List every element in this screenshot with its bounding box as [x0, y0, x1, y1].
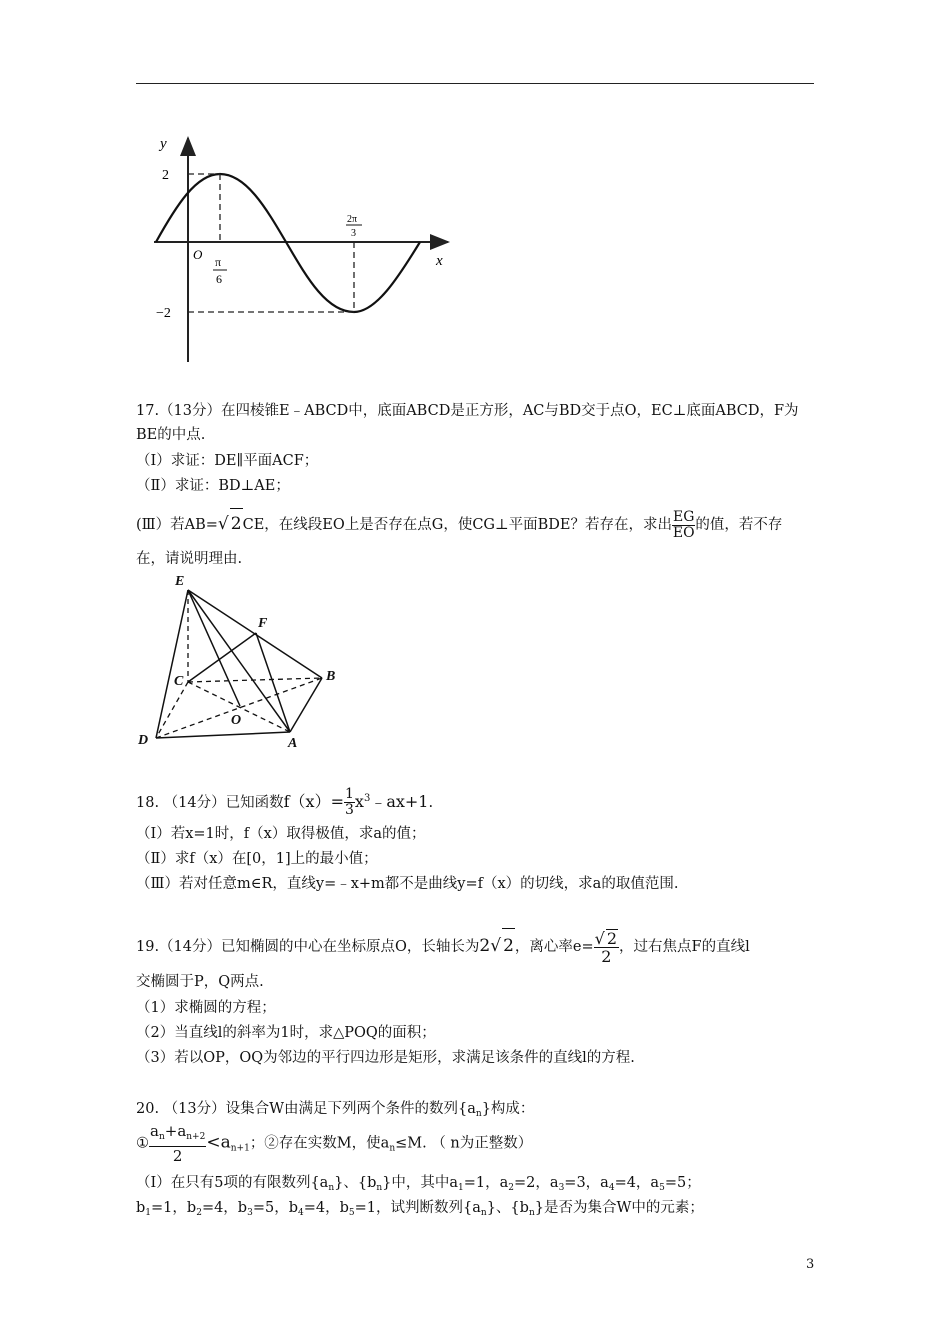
- q17-part1: （Ⅰ）求证：DE∥平面ACF；: [136, 453, 319, 469]
- text: =1，a: [463, 1175, 509, 1191]
- fraction-numerator: [594, 929, 619, 948]
- q18-part3: （Ⅲ）若对任意m∈R，直线y=﹣x+m都不是曲线y=f（x）的切线，求a的取值范围.: [136, 876, 679, 892]
- less-than: <: [206, 1132, 221, 1153]
- edge-ED: [156, 590, 188, 738]
- q18-part1: （Ⅰ）若x=1时，f（x）取得极值，求a的值；: [136, 826, 426, 842]
- x-axis-label: x: [436, 253, 443, 269]
- edge-CD: [156, 682, 188, 738]
- sine-graph: [136, 128, 466, 368]
- q17-part2: （Ⅱ）求证：BD⊥AE；: [136, 478, 290, 494]
- q19-part1: （1）求椭圆的方程；: [136, 1000, 276, 1016]
- q19-text-c: ，过右焦点F的直线l: [619, 939, 750, 955]
- q18-function-tail: ﹣ax+1: [370, 791, 429, 811]
- fraction-denominator: 3: [344, 802, 354, 819]
- fraction-numerator: [149, 1122, 206, 1147]
- edge-FC: [188, 633, 256, 682]
- subscript: n: [528, 1208, 535, 1218]
- q19-statement: [136, 928, 750, 965]
- vertex-B: B: [326, 669, 336, 684]
- text: =4，b: [201, 1200, 248, 1216]
- edge-DA: [156, 732, 290, 738]
- rhs-term: a: [220, 1132, 231, 1153]
- q20-text: 20. （13分）设集合W由满足下列两个条件的数列{a: [136, 1101, 476, 1117]
- header-rule: [136, 83, 814, 84]
- q18-text: 18. （14分）已知函数: [136, 794, 284, 811]
- q17-part3-text-a: (Ⅲ）若AB=: [136, 517, 218, 533]
- q18-function-lhs: f（x）=: [283, 791, 344, 811]
- subscript: 5: [659, 1183, 665, 1193]
- subscript: n: [328, 1183, 335, 1193]
- text: =1，b: [151, 1200, 197, 1216]
- subscript: n: [480, 1208, 487, 1218]
- fraction-denominator: 2: [601, 947, 612, 966]
- q20-conditions: [136, 1122, 532, 1169]
- eccentricity-fraction: [594, 929, 619, 965]
- text: }、{b: [334, 1175, 377, 1191]
- edge-EA: [188, 590, 290, 732]
- fraction-numerator: EG: [673, 508, 695, 525]
- page-number: 3: [806, 1257, 815, 1272]
- vertex-D: D: [138, 733, 149, 748]
- text: b: [136, 1200, 146, 1216]
- origin-label: O: [193, 247, 203, 262]
- text: =5；: [664, 1175, 701, 1191]
- q19-text-a: 19.（14分）已知椭圆的中心在坐标原点O，长轴长为: [136, 939, 480, 955]
- one-third-fraction: [344, 787, 355, 818]
- edge-AB: [290, 678, 322, 732]
- sqrt-radicand: 2: [502, 928, 515, 963]
- subscript: n: [475, 1109, 482, 1119]
- tick1-denominator: 6: [216, 272, 222, 286]
- subscript: 5: [348, 1208, 355, 1218]
- subscript: n+1: [230, 1143, 250, 1154]
- q20-part1: [136, 1173, 701, 1198]
- q17-part3: [136, 508, 782, 541]
- q19-text-b: ，离心率: [514, 939, 573, 955]
- subscript: 1: [145, 1208, 152, 1218]
- text: =4，b: [303, 1200, 349, 1216]
- q17-part3-text-c: 的值，若不存: [695, 517, 783, 533]
- text: =1，试判断数列{a: [354, 1200, 481, 1216]
- subscript: 3: [247, 1208, 253, 1218]
- subscript: n+2: [186, 1132, 206, 1142]
- q20-part1-line2: [136, 1198, 704, 1223]
- axis-length-coef: 2: [479, 936, 491, 956]
- q17-line2: BE的中点.: [136, 427, 206, 443]
- q18-period: .: [428, 794, 434, 811]
- subscript: n: [376, 1183, 383, 1193]
- vertex-C: C: [174, 674, 184, 689]
- text: =5，b: [252, 1200, 299, 1216]
- subscript: 3: [558, 1183, 565, 1193]
- q19-part3: （3）若以OP，OQ为邻边的平行四边形是矩形，求满足该条件的直线l的方程.: [136, 1050, 635, 1066]
- text: =4，a: [614, 1175, 660, 1191]
- eccentricity-lhs: e=: [572, 939, 594, 955]
- q18-statement: [136, 784, 433, 818]
- term: a: [150, 1122, 159, 1140]
- subscript: 4: [608, 1183, 615, 1193]
- vertex-A: A: [288, 736, 298, 750]
- q17-part3-line2: 在，请说明理由.: [136, 551, 243, 567]
- y-min-label: −2: [156, 306, 171, 321]
- subscript: n: [389, 1143, 396, 1154]
- fraction-denominator: 2: [172, 1147, 183, 1165]
- vertex-E: E: [175, 574, 185, 589]
- fraction-numerator: 1: [344, 786, 354, 803]
- y-axis-label: y: [160, 136, 167, 152]
- q17-part3-text-b: CE，在线段EO上是否存在点G，使CG⊥平面BDE？若存在，求出: [242, 517, 673, 533]
- subscript: n: [158, 1132, 165, 1142]
- text: （Ⅰ）在只有5项的有限数列{a: [136, 1175, 329, 1191]
- q18-var: x: [354, 791, 364, 811]
- average-fraction: [149, 1122, 206, 1165]
- text: }是否为集合W中的元素；: [534, 1200, 704, 1216]
- text: }中，其中a: [382, 1175, 459, 1191]
- q17-line1: 17.（13分）在四棱锥E﹣ABCD中，底面ABCD是正方形，AC与BD交于点O，EC⊥底面ABCD，F为: [136, 403, 799, 419]
- sqrt-radicand: 2: [606, 929, 618, 948]
- y-max-label: 2: [162, 168, 169, 183]
- sqrt-radicand: 2: [230, 508, 243, 539]
- tick1-numerator: π: [215, 255, 222, 269]
- fraction-denominator: EO: [672, 524, 695, 541]
- sqrt-sign: √: [490, 936, 502, 956]
- text: }、{b: [486, 1200, 529, 1216]
- tick2-denominator: 3: [351, 228, 356, 239]
- vertex-O: O: [231, 713, 242, 728]
- q20-statement: [136, 1099, 534, 1124]
- subscript: 1: [458, 1183, 464, 1193]
- edge-CB: [188, 678, 322, 682]
- condition-2-end: ≤M. （ n为正整数）: [395, 1135, 533, 1152]
- q18-exponent: 3: [363, 793, 371, 804]
- q19-line2: 交椭圆于P，Q两点.: [136, 974, 264, 990]
- tick2-numerator: 2π: [347, 214, 358, 225]
- vertex-F: F: [258, 616, 268, 631]
- eg-eo-fraction: [672, 510, 695, 541]
- subscript: 2: [196, 1208, 202, 1218]
- pyramid-figure: [130, 570, 350, 750]
- subscript: 4: [298, 1208, 304, 1218]
- q19-part2: （2）当直线l的斜率为1时，求△POQ的面积；: [136, 1025, 436, 1041]
- condition-1-marker: ①: [136, 1135, 149, 1152]
- sqrt-sign: √: [217, 514, 229, 534]
- q20-text-end: }构成：: [481, 1101, 535, 1117]
- term: +a: [164, 1122, 187, 1140]
- q18-part2: （Ⅱ）求f（x）在[0，1]上的最小值；: [136, 851, 378, 867]
- condition-2: ；②存在实数M，使a: [249, 1135, 390, 1152]
- text: =2，a: [514, 1175, 559, 1191]
- sqrt-sign: √: [594, 929, 605, 948]
- text: =3，a: [564, 1175, 609, 1191]
- subscript: 2: [508, 1183, 515, 1193]
